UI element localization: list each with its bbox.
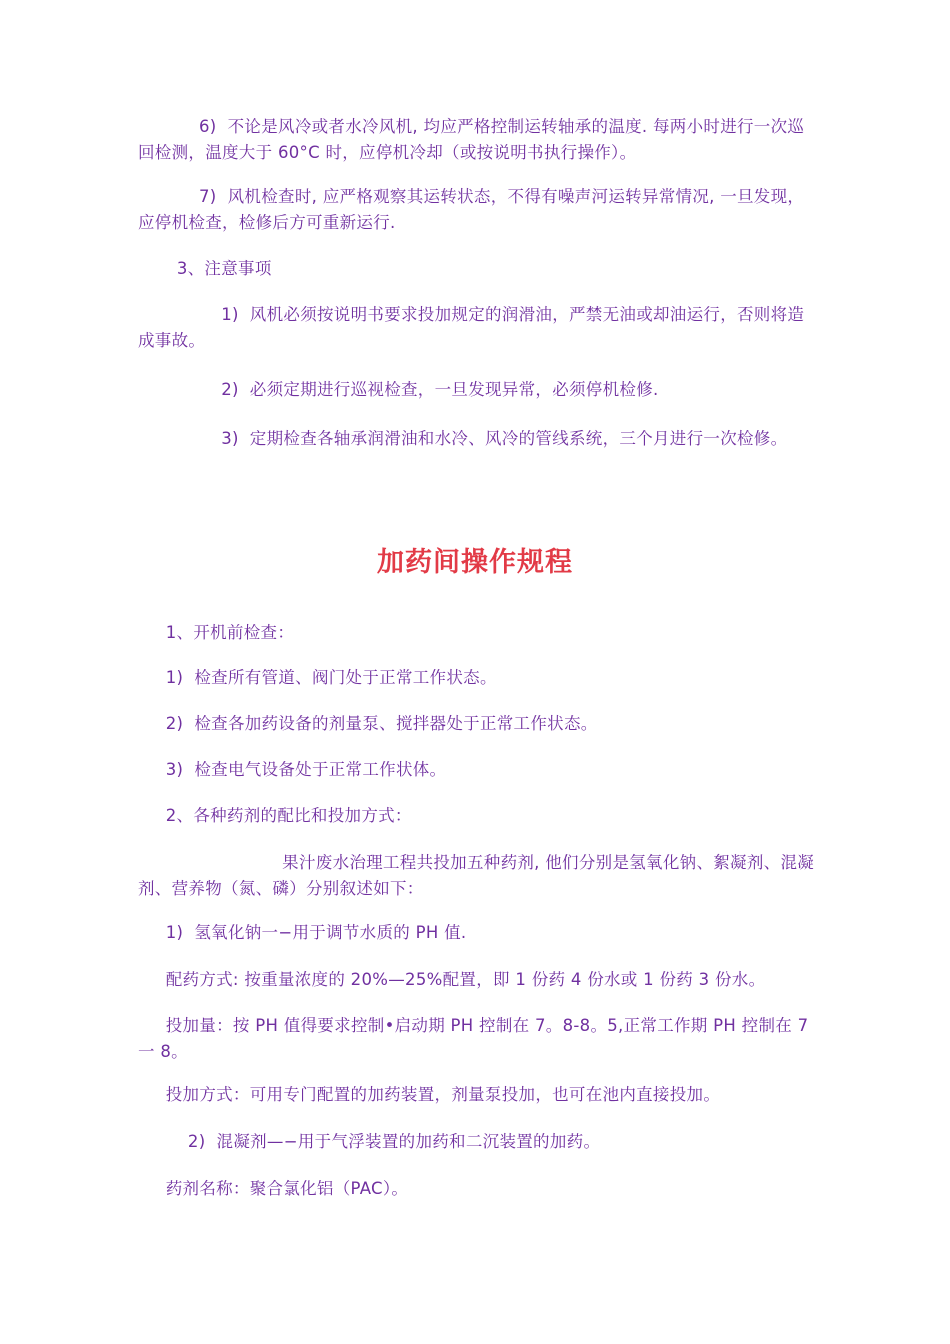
paragraph-fan-inspection: 7) 风机检查时, 应严格观察其运转状态，不得有噪声河运转异常情况, 一旦发现，应停机检查，检修后方可重新运行. xyxy=(138,187,805,232)
paragraph-overview: 果汁废水治理工程共投加五种药剂, 他们分别是氢氧化钠、絮凝剂、混凝剂、营养物（氮、磷）分别叙述如下： xyxy=(138,853,815,898)
paragraph-mixing-method: 配药方式: 按重量浓度的 20%—25%配置，即 1 份药 4 份水或 1 份药 3 份水。 xyxy=(138,970,766,989)
paragraph-dosage: 投加量：按 PH 值得要求控制•启动期 PH 控制在 7。8-8。5,正常工作期 PH 控制在 7 一 8。 xyxy=(138,1016,814,1061)
paragraph-check-electrical: 3) 检查电气设备处于正常工作状体。 xyxy=(138,760,447,779)
paragraph-note-2: 2) 必须定期进行巡视检查，一旦发现异常，必须停机检修. xyxy=(138,380,659,399)
paragraph-note-3: 3) 定期检查各轴承润滑油和水冷、风冷的管线系统，三个月进行一次检修。 xyxy=(138,429,788,448)
paragraph-agent-name: 药剂名称：聚合氯化铝（PAC）。 xyxy=(138,1179,409,1198)
paragraph-naoh: 1) 氢氧化钠一−用于调节水质的 PH 值. xyxy=(138,923,467,942)
section-heading-dosing: 2、各种药剂的配比和投加方式： xyxy=(138,806,412,825)
paragraph-check-pumps: 2) 检查各加药设备的剂量泵、搅拌器处于正常工作状态。 xyxy=(138,714,598,733)
paragraph-coagulant: 2) 混凝剂—−用于气浮装置的加药和二沉装置的加药。 xyxy=(138,1132,601,1151)
section-heading-notes: 3、注意事项 xyxy=(138,259,272,278)
paragraph-dosing-method: 投加方式：可用专门配置的加药装置，剂量泵投加，也可在池内直接投加。 xyxy=(138,1085,721,1104)
section-heading-precheck: 1、开机前检查： xyxy=(138,623,295,642)
paragraph-fan-temperature: 6) 不论是风冷或者水冷风机, 均应严格控制运转轴承的温度. 每两小时进行一次巡回检测，温度大于 60°C 时，应停机冷却（或按说明书执行操作）。 xyxy=(138,117,805,162)
paragraph-note-1: 1) 风机必须按说明书要求投加规定的润滑油，严禁无油或却油运行，否则将造成事故。 xyxy=(138,305,805,350)
paragraph-check-pipes: 1) 检查所有管道、阀门处于正常工作状态。 xyxy=(138,668,497,687)
page-title: 加药间操作规程 xyxy=(377,547,573,578)
